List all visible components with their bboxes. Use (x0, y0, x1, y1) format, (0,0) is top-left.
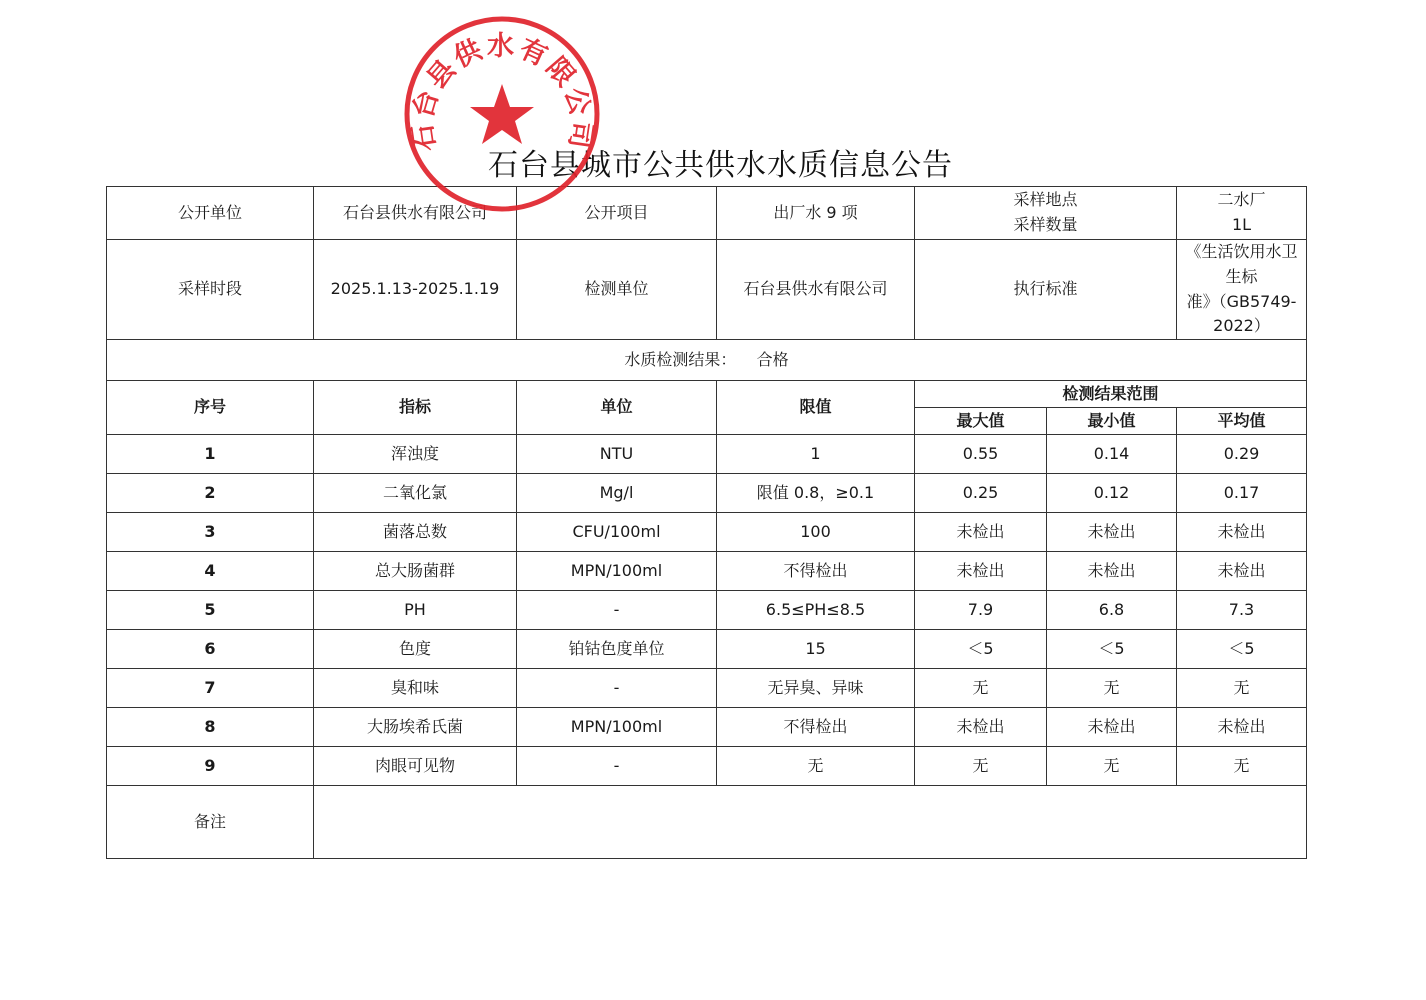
table-row (107, 708, 1307, 747)
row-limit: 不得检出 (717, 552, 915, 591)
row-min: 无 (1047, 669, 1177, 708)
seal-text: 石台县供水有限公司 (406, 30, 598, 154)
row-indicator: PH (314, 591, 517, 630)
row-avg: 未检出 (1177, 513, 1307, 552)
table-row (107, 747, 1307, 786)
row-max: 7.9 (915, 591, 1047, 630)
row-indicator: 肉眼可见物 (314, 747, 517, 786)
row-max: 0.25 (915, 474, 1047, 513)
header-no: 序号 (107, 381, 314, 435)
table-row (107, 669, 1307, 708)
info-row-1 (107, 187, 1307, 240)
row-no: 4 (107, 552, 314, 591)
header-limit: 限值 (717, 381, 915, 435)
header-min: 最小值 (1047, 408, 1177, 435)
result-cell (107, 340, 1307, 381)
note-label: 备注 (107, 786, 314, 859)
row-unit: - (517, 747, 717, 786)
standard-label: 执行标准 (915, 240, 1177, 340)
site-qty-labels (915, 187, 1177, 240)
item-value: 出厂水 9 项 (717, 187, 915, 240)
row-max: 无 (915, 747, 1047, 786)
row-unit: MPN/100ml (517, 708, 717, 747)
result-label: 水质检测结果： (624, 349, 737, 369)
table-row (107, 435, 1307, 474)
row-min: 未检出 (1047, 513, 1177, 552)
publisher-label: 公开单位 (107, 187, 314, 240)
row-avg: 无 (1177, 669, 1307, 708)
site-value: 二水厂 (1217, 190, 1266, 210)
row-max: 0.55 (915, 435, 1047, 474)
table-row (107, 513, 1307, 552)
site-qty-values (1177, 187, 1307, 240)
row-limit: 不得检出 (717, 708, 915, 747)
row-avg: 0.29 (1177, 435, 1307, 474)
qty-label: 采样数量 (1013, 215, 1078, 234)
row-min: ＜5 (1047, 630, 1177, 669)
result-row (107, 340, 1307, 381)
row-max: ＜5 (915, 630, 1047, 669)
row-no: 1 (107, 435, 314, 474)
row-indicator: 大肠埃希氏菌 (314, 708, 517, 747)
row-no: 7 (107, 669, 314, 708)
row-min: 0.12 (1047, 474, 1177, 513)
note-row (107, 786, 1307, 859)
row-unit: NTU (517, 435, 717, 474)
row-limit: 无异臭、异味 (717, 669, 915, 708)
row-limit: 6.5≤PH≤8.5 (717, 591, 915, 630)
site-label: 采样地点 (1013, 190, 1078, 210)
header-indicator: 指标 (314, 381, 517, 435)
row-limit: 100 (717, 513, 915, 552)
header-avg: 平均值 (1177, 408, 1307, 435)
row-min: 0.14 (1047, 435, 1177, 474)
water-quality-table (106, 186, 1307, 859)
row-indicator: 色度 (314, 630, 517, 669)
row-no: 9 (107, 747, 314, 786)
row-limit: 1 (717, 435, 915, 474)
row-limit: 15 (717, 630, 915, 669)
row-indicator: 菌落总数 (314, 513, 517, 552)
table-row (107, 474, 1307, 513)
row-min: 无 (1047, 747, 1177, 786)
row-unit: - (517, 591, 717, 630)
row-unit: 铂钴色度单位 (517, 630, 717, 669)
lab-value: 石台县供水有限公司 (717, 240, 915, 340)
row-avg: 0.17 (1177, 474, 1307, 513)
row-max: 未检出 (915, 708, 1047, 747)
row-no: 2 (107, 474, 314, 513)
row-min: 未检出 (1047, 708, 1177, 747)
period-label: 采样时段 (107, 240, 314, 340)
row-unit: MPN/100ml (517, 552, 717, 591)
seal-star-icon (470, 84, 534, 144)
row-indicator: 臭和味 (314, 669, 517, 708)
header-range: 检测结果范围 (915, 381, 1307, 408)
row-unit: - (517, 669, 717, 708)
row-indicator: 浑浊度 (314, 435, 517, 474)
company-seal-stamp (402, 14, 602, 214)
row-unit: Mg/l (517, 474, 717, 513)
page-title: 石台县城市公共供水水质信息公告 (488, 148, 953, 183)
header-row-1 (107, 381, 1307, 408)
header-unit: 单位 (517, 381, 717, 435)
row-avg: 7.3 (1177, 591, 1307, 630)
header-max: 最大值 (915, 408, 1047, 435)
row-max: 未检出 (915, 552, 1047, 591)
row-limit: 无 (717, 747, 915, 786)
row-unit: CFU/100ml (517, 513, 717, 552)
row-avg: 无 (1177, 747, 1307, 786)
row-avg: ＜5 (1177, 630, 1307, 669)
row-min: 未检出 (1047, 552, 1177, 591)
qty-value: 1L (1231, 215, 1252, 234)
item-label: 公开项目 (517, 187, 717, 240)
info-row-2 (107, 240, 1307, 340)
row-no: 6 (107, 630, 314, 669)
standard-value (1177, 240, 1307, 340)
publisher-value: 石台县供水有限公司 (314, 187, 517, 240)
row-no: 5 (107, 591, 314, 630)
row-limit: 限值 0.8，≥0.1 (717, 474, 915, 513)
row-no: 8 (107, 708, 314, 747)
row-min: 6.8 (1047, 591, 1177, 630)
row-indicator: 总大肠菌群 (314, 552, 517, 591)
row-indicator: 二氧化氯 (314, 474, 517, 513)
lab-label: 检测单位 (517, 240, 717, 340)
note-value (314, 786, 1307, 859)
row-avg: 未检出 (1177, 552, 1307, 591)
table-row (107, 552, 1307, 591)
standard-line-2: 准》（GB5749-2022） (1186, 291, 1297, 336)
row-avg: 未检出 (1177, 708, 1307, 747)
table-row (107, 591, 1307, 630)
row-no: 3 (107, 513, 314, 552)
row-max: 无 (915, 669, 1047, 708)
row-max: 未检出 (915, 513, 1047, 552)
result-value: 合格 (756, 349, 789, 369)
standard-line-1: 《生活饮用水卫生标 (1185, 242, 1298, 286)
period-value: 2025.1.13-2025.1.19 (314, 240, 517, 340)
table-row (107, 630, 1307, 669)
